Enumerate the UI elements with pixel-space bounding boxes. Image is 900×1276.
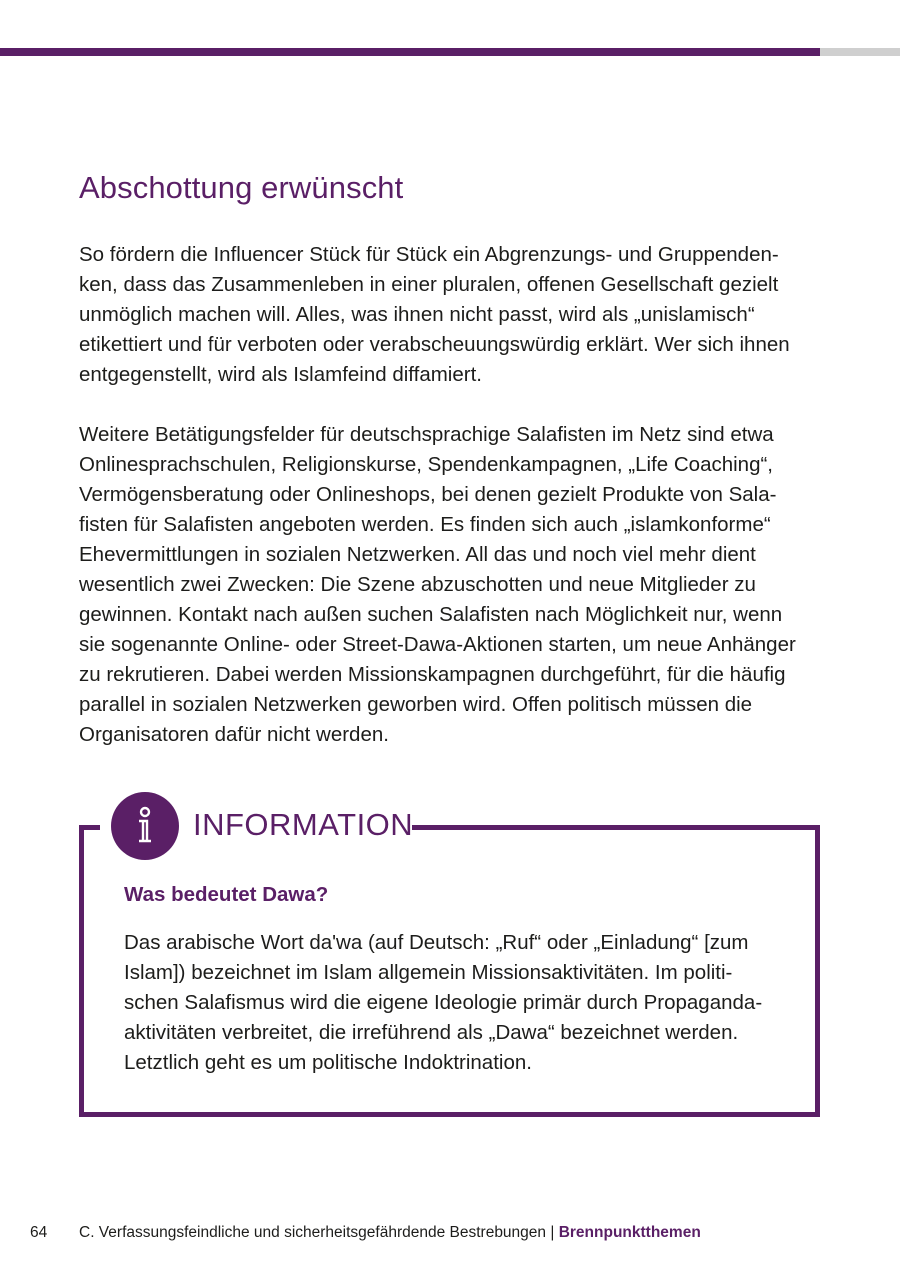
footer-section: Brennpunktthemen <box>558 1224 701 1241</box>
paragraph-line: fisten für Salafisten angeboten werden. Es finden sich auch „islamkonforme“ <box>79 513 771 536</box>
paragraph-line: unmöglich machen will. Alles, was ihnen nicht passt, wird als „unislamisch“ <box>79 303 755 326</box>
paragraph-line: Organisatoren dafür nicht werden. <box>79 723 389 746</box>
info-line: aktivitäten verbreitet, die irreführend als „Dawa“ bezeichnet werden. <box>124 1021 739 1044</box>
footer-line <box>79 1224 701 1242</box>
paragraph-line: Onlinesprachschulen, Religionskurse, Spendenkampagnen, „Life Coaching“, <box>79 453 773 476</box>
info-box-title: INFORMATION <box>193 807 414 842</box>
paragraph-line: wesentlich zwei Zwecken: Die Szene abzuschotten und neue Mitglieder zu <box>79 573 756 596</box>
info-icon <box>111 792 179 860</box>
paragraph-line: So fördern die Influencer Stück für Stück ein Abgrenzungs- und Gruppenden- <box>79 243 779 266</box>
paragraph-1 <box>79 240 819 390</box>
paragraph-line: ken, dass das Zusammenleben in einer pluralen, offenen Gesellschaft gezielt <box>79 273 779 296</box>
section-heading: Abschottung erwünscht <box>79 170 404 205</box>
info-line: Letztlich geht es um politische Indoktrination. <box>124 1051 532 1074</box>
paragraph-line: Weitere Betätigungsfelder für deutschsprachige Salafisten im Netz sind etwa <box>79 423 774 446</box>
footer-chapter: C. Verfassungsfeindliche und sicherheitsgefährdende Bestrebungen <box>79 1224 547 1241</box>
info-box-subtitle: Was bedeutet Dawa? <box>124 883 329 906</box>
paragraph-line: sie sogenannte Online- oder Street-Dawa-Aktionen starten, um neue Anhänger <box>79 633 796 656</box>
info-line: schen Salafismus wird die eigene Ideologie primär durch Propaganda- <box>124 991 763 1014</box>
info-box-text <box>124 928 804 1078</box>
paragraph-line: zu rekrutieren. Dabei werden Missionskampagnen durchgeführt, für die häufig <box>79 663 786 686</box>
paragraph-line: etikettiert und für verboten oder verabscheuungswürdig erklärt. Wer sich ihnen <box>79 333 790 356</box>
paragraph-line: Ehevermittlungen in sozialen Netzwerken. All das und noch viel mehr dient <box>79 543 756 566</box>
footer-separator: | <box>550 1224 555 1241</box>
paragraph-line: parallel in sozialen Netzwerken geworben wird. Offen politisch müssen die <box>79 693 753 716</box>
header-accent-bar <box>0 48 820 56</box>
info-icon-glyph <box>130 805 160 847</box>
paragraph-2 <box>79 420 819 750</box>
paragraph-line: entgegenstellt, wird als Islamfeind diffamiert. <box>79 363 482 386</box>
info-line: Das arabische Wort da'wa (auf Deutsch: „Ruf“ oder „Einladung“ [zum <box>124 931 749 954</box>
paragraph-line: gewinnen. Kontakt nach außen suchen Salafisten nach Möglichkeit nur, wenn <box>79 603 783 626</box>
page-number: 64 <box>30 1224 48 1241</box>
paragraph-line: Vermögensberatung oder Onlineshops, bei denen gezielt Produkte von Sala- <box>79 483 777 506</box>
header-grey-bar <box>820 48 900 56</box>
info-line: Islam]) bezeichnet im Islam allgemein Missionsaktivitäten. Im politi- <box>124 961 733 984</box>
